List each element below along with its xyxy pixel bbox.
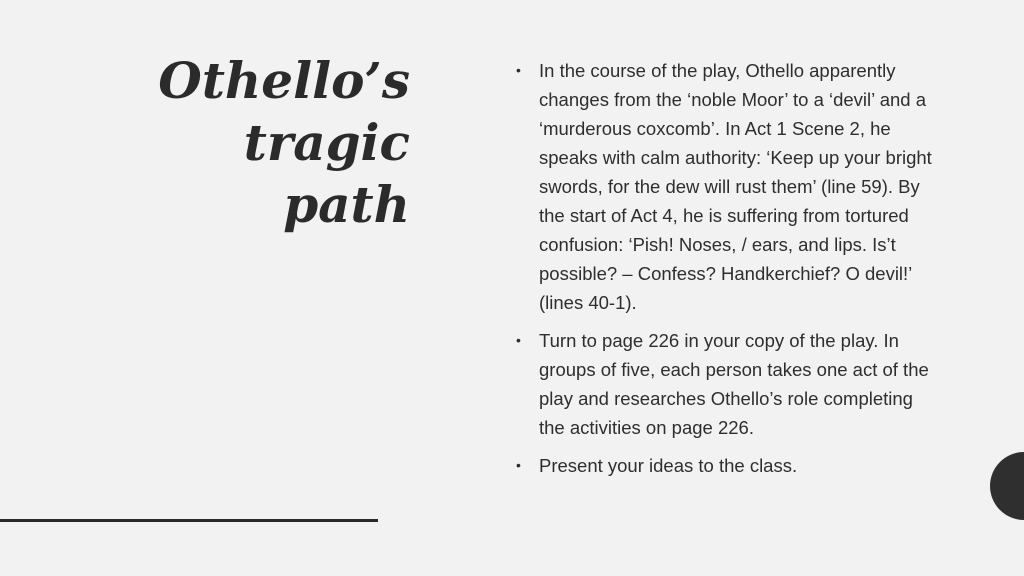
bullet-item-1 [512,56,942,317]
bullet-text-2: Turn to page 226 in your copy of the play. In groups of five, each person takes one act of the play and researches Othello’s role completing the activities on page 226. [539,330,929,438]
divider-line [0,519,378,522]
bullet-item-2 [512,326,942,442]
decorative-circle [990,452,1024,520]
title-line-1: Othello’s [158,51,410,110]
title-line-2: tragic path [243,113,410,234]
slide-title [100,50,410,236]
bullet-icon: • [516,62,521,78]
bullet-icon: • [516,457,521,473]
bullet-text-3: Present your ideas to the class. [539,455,798,476]
bullet-list [512,56,942,489]
bullet-text-1: In the course of the play, Othello apparently changes from the ‘noble Moor’ to a ‘devil’ and a ‘murderous coxcomb’. In Act 1 Scene 2, he speaks with calm authority: ‘Keep up your bright swords, for the dew will rust them’ (line 59). By the start of Act 4, he is suffering from tortured confusion: ‘Pish! Noses, / ears, and lips. Is’t possible? – Confess? Handkerchief? O devil!’ (lines 40-1). [539,60,932,313]
bullet-icon: • [516,332,521,348]
bullet-item-3 [512,451,942,480]
